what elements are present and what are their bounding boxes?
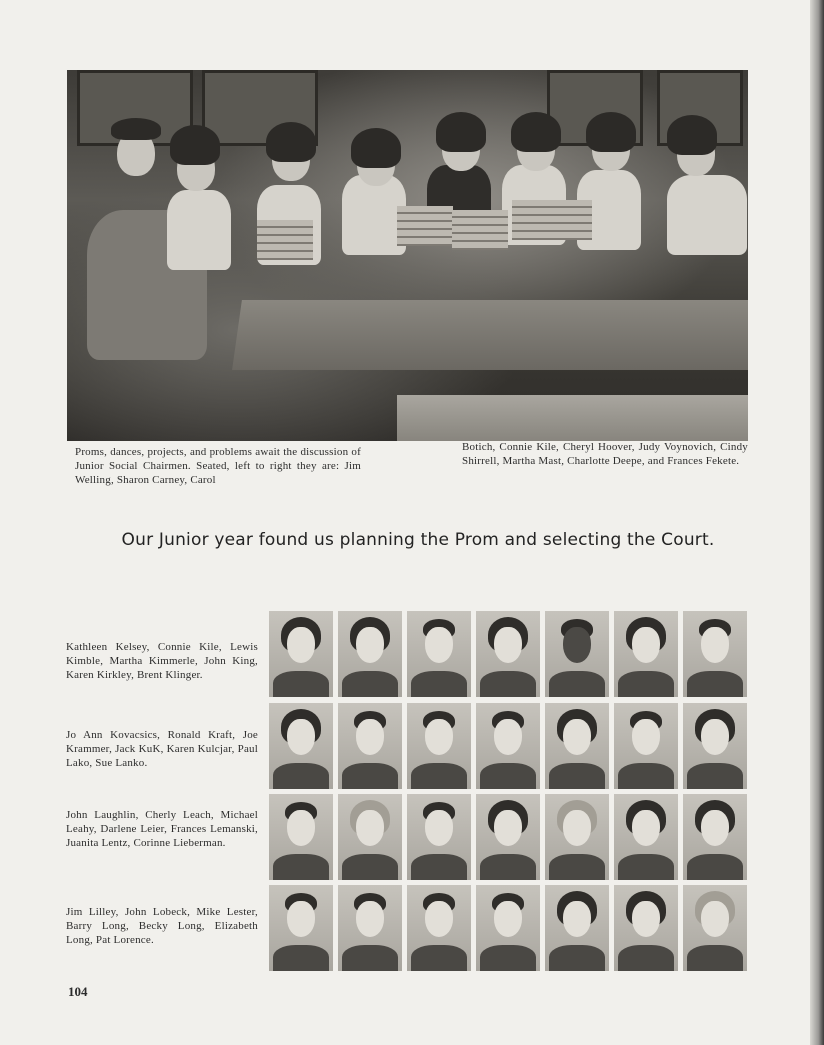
photo-caption-left: Proms, dances, projects, and problems await the discussion of Junior Social Chairmen. Seated, left to right they are: Jim Welling, Sharon Carney, Carol <box>75 446 361 486</box>
student-portrait <box>614 611 678 697</box>
portrait-row <box>269 794 749 880</box>
student-portrait <box>338 885 402 971</box>
portrait-row <box>269 885 749 971</box>
student-figure <box>167 190 231 270</box>
student-portrait <box>683 885 747 971</box>
student-figure <box>511 112 561 152</box>
student-figure <box>436 112 486 152</box>
student-portrait <box>338 611 402 697</box>
student-figure <box>351 128 401 168</box>
student-portrait <box>476 885 540 971</box>
portrait-row <box>269 703 749 789</box>
student-figure <box>667 115 717 155</box>
student-portrait <box>338 703 402 789</box>
student-figure <box>266 122 316 162</box>
student-portrait <box>476 611 540 697</box>
student-portrait <box>614 885 678 971</box>
student-portrait <box>545 703 609 789</box>
student-portrait <box>476 794 540 880</box>
portrait-names: Kathleen Kelsey, Connie Kile, Lewis Kimble, Martha Kimmerle, John King, Karen Kirkley, Brent Klinger. <box>66 641 258 681</box>
student-portrait <box>614 794 678 880</box>
student-portrait <box>338 794 402 880</box>
student-portrait <box>545 794 609 880</box>
student-portrait <box>269 794 333 880</box>
photo-caption-right: Botich, Connie Kile, Cheryl Hoover, Judy Voynovich, Cindy Shirrell, Martha Mast, Charlotte Deepe, and Frances Fekete. <box>462 441 748 467</box>
student-portrait <box>545 611 609 697</box>
student-portrait <box>407 794 471 880</box>
student-portrait <box>407 611 471 697</box>
group-photo <box>67 70 748 441</box>
library-table <box>232 300 748 370</box>
book-stack <box>397 206 453 246</box>
student-portrait <box>407 885 471 971</box>
student-figure <box>170 125 220 165</box>
student-portrait <box>683 611 747 697</box>
portrait-row <box>269 611 749 697</box>
portrait-names: Jo Ann Kovacsics, Ronald Kraft, Joe Krammer, Jack KuK, Karen Kulcjar, Paul Lako, Sue Lanko. <box>66 729 258 769</box>
student-portrait <box>407 703 471 789</box>
student-portrait <box>683 794 747 880</box>
portrait-names: Jim Lilley, John Lobeck, Mike Lester, Barry Long, Becky Long, Elizabeth Long, Pat Lorence. <box>66 906 258 946</box>
student-portrait <box>269 885 333 971</box>
book-stack <box>512 200 592 240</box>
page-edge <box>810 0 824 1045</box>
student-figure <box>586 112 636 152</box>
student-portrait <box>269 611 333 697</box>
student-figure <box>111 118 161 140</box>
book-stack <box>452 210 508 250</box>
student-portrait <box>614 703 678 789</box>
student-portrait <box>683 703 747 789</box>
foreground-table <box>397 395 748 441</box>
student-portrait <box>269 703 333 789</box>
page-headline: Our Junior year found us planning the Prom and selecting the Court. <box>121 530 715 550</box>
student-portrait <box>476 703 540 789</box>
page-number: 104 <box>68 984 88 999</box>
portrait-names: John Laughlin, Cherly Leach, Michael Leahy, Darlene Leier, Frances Lemanski, Juanita Lentz, Corinne Lieberman. <box>66 809 258 849</box>
book-stack <box>257 220 313 260</box>
student-figure <box>667 175 747 255</box>
student-portrait <box>545 885 609 971</box>
